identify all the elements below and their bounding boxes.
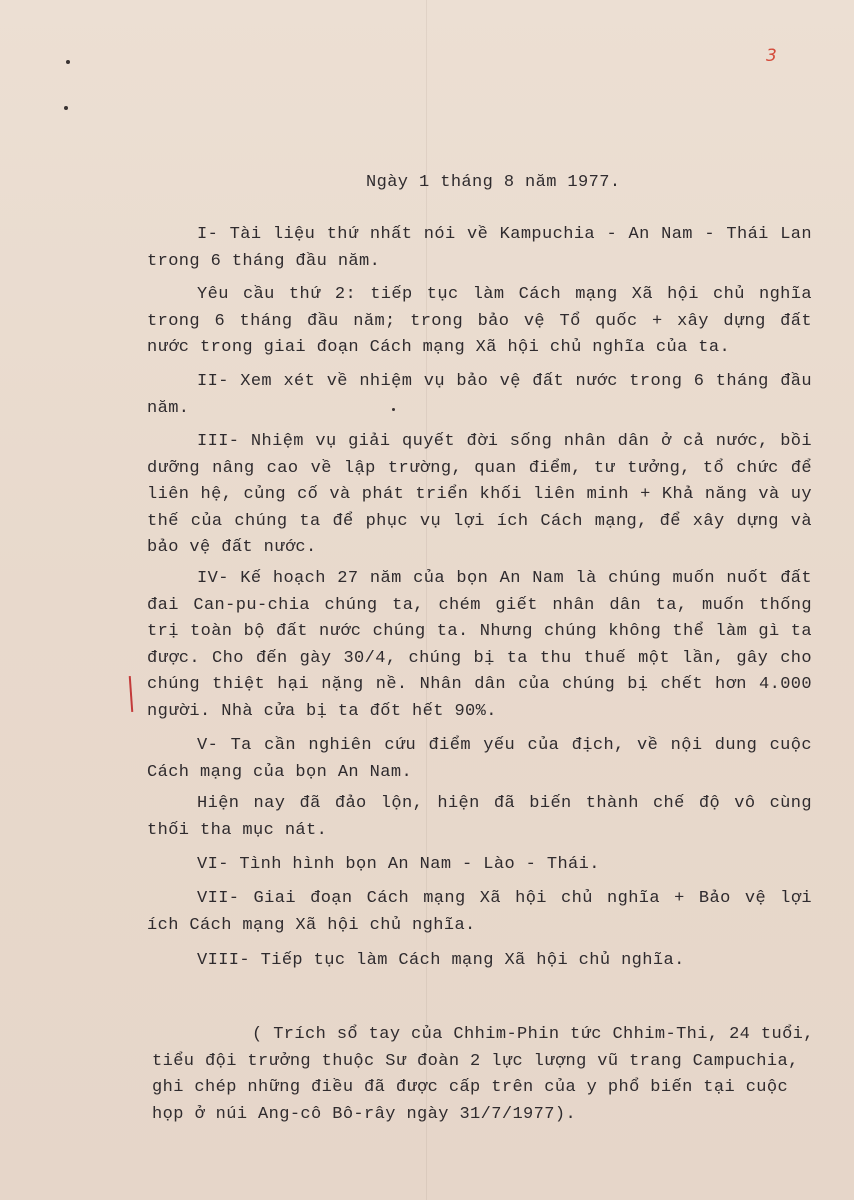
- text-line: bảo vệ đất nước.: [147, 538, 317, 557]
- text-line: VII- Giai đoạn Cách mạng Xã hội chủ nghĩa + Bảo vệ lợi: [197, 889, 812, 908]
- section-9: [147, 886, 812, 939]
- section-3: [147, 369, 812, 422]
- text-line: đai Can-pu-chia chúng ta, chém giết nhân dân ta, muốn thống: [147, 595, 812, 615]
- section-4: [147, 429, 812, 562]
- text-line: Yêu cầu thứ 2: tiếp tục làm Cách mạng Xã hội chủ nghĩa: [197, 285, 812, 304]
- text-line: VIII- Tiếp tục làm Cách mạng Xã hội chủ nghĩa.: [197, 951, 685, 970]
- text-line: II- Xem xét về nhiệm vụ bảo vệ đất nước trong 6 tháng đầu: [197, 372, 812, 391]
- text-line: tiểu đội trưởng thuộc Sư đoàn 2 lực lượng vũ trang Campuchia,: [152, 1051, 799, 1071]
- section-5: [147, 566, 812, 725]
- text-line: VI- Tình hình bọn An Nam - Lào - Thái.: [197, 855, 600, 874]
- text-line: được. Cho đến gày 30/4, chúng bị ta thu thuế một lần, gây cho: [147, 648, 812, 668]
- section-7: [147, 791, 812, 844]
- section-8: [147, 852, 812, 879]
- text-line: liên hệ, củng cố và phát triển khối liên minh + Khả năng và uy: [147, 485, 812, 504]
- punch-dot: [66, 60, 70, 64]
- text-line: IV- Kế hoạch 27 năm của bọn An Nam là chúng muốn nuốt đất: [197, 569, 812, 588]
- text-line: trị toàn bộ đất nước chúng ta. Nhưng chúng không thể làm gì ta: [147, 622, 812, 641]
- text-line: thối tha mục nát.: [147, 820, 328, 840]
- text-line: ích Cách mạng Xã hội chủ nghĩa.: [147, 915, 476, 935]
- text-line: V- Ta cần nghiên cứu điểm yếu của địch, về nội dung cuộc: [197, 736, 812, 755]
- section-10: [147, 948, 812, 975]
- text-line: họp ở núi Ang-cô Bô-rây ngày 31/7/1977).: [152, 1104, 577, 1124]
- text-line: năm.: [147, 398, 190, 418]
- source-note: [152, 1022, 822, 1128]
- text-line: nước trong giai đoạn Cách mạng Xã hội chủ nghĩa của ta.: [147, 338, 731, 357]
- text-line: ( Trích sổ tay của Chhim-Phin tức Chhim-Thi, 24 tuổi,: [252, 1025, 814, 1044]
- section-6: [147, 733, 812, 786]
- text-line: ghi chép những điều đã được cấp trên của y phổ biến tại cuộc: [152, 1078, 789, 1097]
- margin-mark: [129, 676, 134, 712]
- text-line: trong 6 tháng đầu năm.: [147, 251, 381, 271]
- text-line: người. Nhà cửa bị ta đốt hết 90%.: [147, 701, 497, 721]
- text-line: trong 6 tháng đầu năm; trong bảo vệ Tổ quốc + xây dựng đất: [147, 311, 812, 331]
- text-line: III- Nhiệm vụ giải quyết đời sống nhân dân ở cả nước, bồi: [197, 432, 812, 451]
- page-number: 3: [766, 46, 777, 66]
- text-line: chúng thiệt hại nặng nề. Nhân dân của chúng bị chết hơn 4.000: [147, 675, 812, 694]
- text-line: dưỡng nâng cao về lập trường, quan điểm, tư tưởng, tổ chức để: [147, 458, 812, 478]
- punch-dot: [64, 106, 68, 110]
- section-2: [147, 282, 812, 362]
- text-line: I- Tài liệu thứ nhất nói về Kampuchia - An Nam - Thái Lan: [197, 225, 812, 244]
- text-line: Hiện nay đã đảo lộn, hiện đã biến thành chế độ vô cùng: [197, 794, 812, 813]
- text-line: Cách mạng của bọn An Nam.: [147, 762, 413, 782]
- document-date: Ngày 1 tháng 8 năm 1977.: [366, 173, 621, 192]
- section-1: [147, 222, 812, 275]
- text-line: thế của chúng ta để phục vụ lợi ích Cách mạng, để xây dựng và: [147, 511, 812, 531]
